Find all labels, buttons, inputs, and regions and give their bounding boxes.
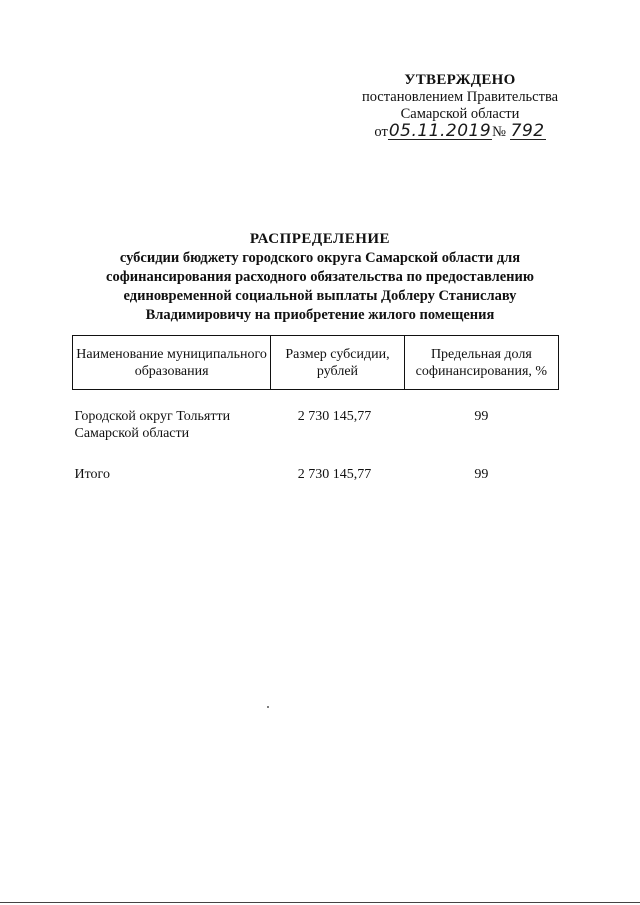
table-row-total bbox=[73, 466, 559, 483]
approval-line-2: Самарской области bbox=[400, 106, 520, 122]
approval-title: УТВЕРЖДЕНО bbox=[404, 72, 516, 88]
approval-line-1: постановлением Правительства bbox=[361, 89, 559, 105]
table-header-row bbox=[73, 336, 559, 390]
cell-cofinancing-share: 99 bbox=[474, 409, 489, 424]
handwritten-date: 05.11.2019 bbox=[388, 121, 492, 141]
cell-municipality bbox=[73, 408, 271, 466]
header-subsidy-amount: Размер субсидии, рублей bbox=[271, 336, 405, 390]
heading-line-3: единовременной социальной выплаты Доблеру Станиславу bbox=[123, 288, 517, 304]
cell-total-amount: 2 730 145,77 bbox=[297, 467, 372, 482]
municipality-line-2: Самарской области bbox=[74, 426, 190, 441]
handwritten-number: 792 bbox=[510, 121, 545, 141]
approval-stamp bbox=[300, 72, 620, 141]
heading-line-4: Владимировичу на приобретение жилого помещения bbox=[145, 307, 495, 323]
approval-dateline bbox=[300, 123, 620, 141]
table-spacer bbox=[73, 390, 559, 409]
heading-line-1: субсидии бюджету городского округа Самарской области для bbox=[119, 250, 521, 266]
cell-subsidy-amount: 2 730 145,77 bbox=[297, 409, 372, 424]
cell-total-label: Итого bbox=[74, 467, 110, 482]
municipality-line-1: Городской округ Тольятти bbox=[74, 409, 231, 424]
scan-speck bbox=[267, 706, 269, 708]
number-sign: № bbox=[492, 124, 506, 140]
table-row bbox=[73, 408, 559, 466]
scan-edge-line bbox=[0, 902, 640, 903]
header-cofinancing-share: Предельная доля софинансирования, % bbox=[404, 336, 558, 390]
date-prefix: от bbox=[374, 124, 388, 140]
document-title: РАСПРЕДЕЛЕНИЕ bbox=[249, 231, 391, 247]
document-heading bbox=[80, 230, 560, 325]
cell-total-share: 99 bbox=[474, 467, 489, 482]
header-municipality: Наименование муниципального образования bbox=[73, 336, 271, 390]
subsidy-table bbox=[72, 335, 559, 483]
heading-line-2: софинансирования расходного обязательства по предоставлению bbox=[106, 269, 534, 285]
